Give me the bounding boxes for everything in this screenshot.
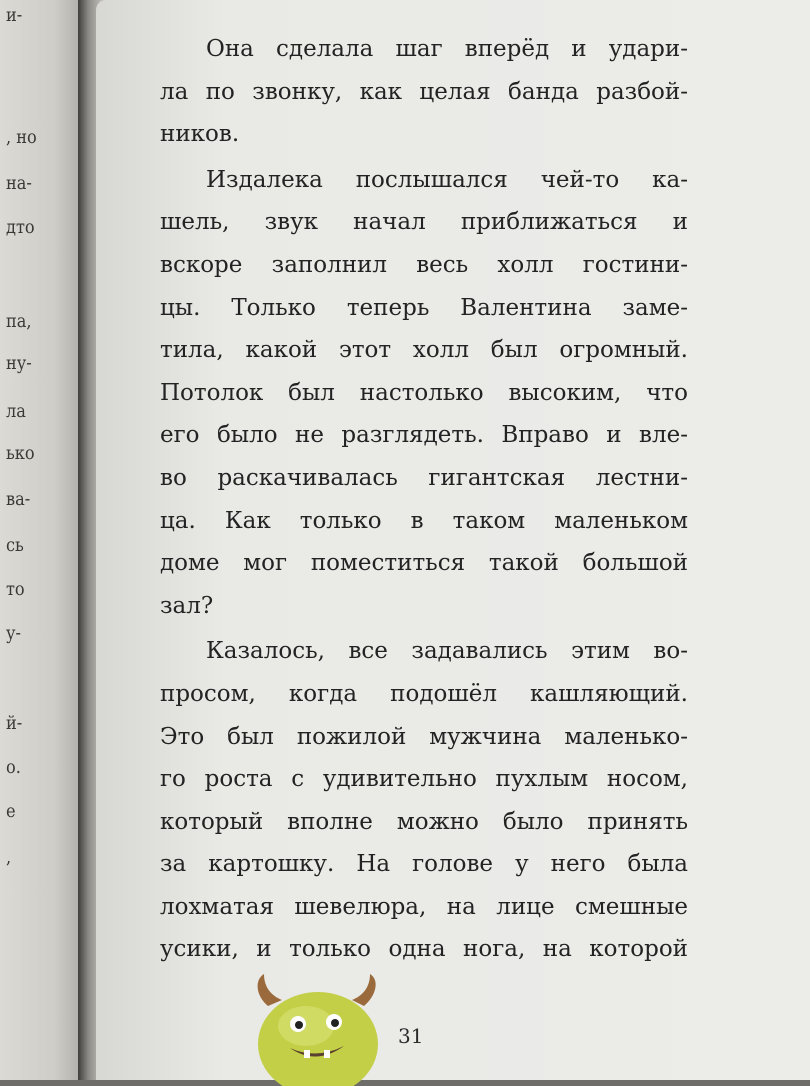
monster-left-pupil xyxy=(295,1021,303,1029)
text-line: его было не разглядеть. Вправо и вле- xyxy=(160,422,688,449)
left-page-fragment: й- xyxy=(6,712,23,734)
text-line: Казалось, все задавались этим во- xyxy=(206,638,688,665)
text-line: за картошку. На голове у него была xyxy=(160,851,688,878)
text-line: ца. Как только в таком маленьком xyxy=(160,507,688,534)
text-line: Это был пожилой мужчина маленько- xyxy=(160,723,688,750)
left-page xyxy=(0,0,78,1080)
text-line: ла по звонку, как целая банда разбой- xyxy=(160,78,688,105)
text-line: ников. xyxy=(160,121,240,148)
text-line: во раскачивалась гигантская лестни- xyxy=(160,464,688,491)
monster-tooth xyxy=(304,1050,310,1058)
text-line: шель, звук начал приближаться и xyxy=(160,209,688,236)
text-line: Она сделала шаг вперёд и удари- xyxy=(206,36,688,62)
left-page-fragment: дто xyxy=(6,216,35,238)
body-text xyxy=(160,28,688,971)
text-line: цы. Только теперь Валентина заме- xyxy=(160,294,688,321)
left-page-fragment: е xyxy=(6,800,16,822)
left-page-fragment: , xyxy=(6,846,12,868)
left-page-fragment: сь xyxy=(6,534,24,556)
left-page-fragment: ла xyxy=(6,400,26,422)
left-page-fragment: ну- xyxy=(6,352,32,374)
text-line: го роста с удивительно пухлым носом, xyxy=(160,766,688,793)
text-line: лохматая шевелюра, на лице смешные xyxy=(160,893,688,920)
monster-right-pupil xyxy=(331,1019,339,1027)
monster-highlight xyxy=(278,1006,334,1046)
text-line: усики, и только одна нога, на которой xyxy=(160,936,688,963)
left-page-fragment: то xyxy=(6,578,25,600)
text-line: доме мог поместиться такой большой xyxy=(160,550,688,577)
text-line: тила, какой этот холл был огромный. xyxy=(160,337,688,364)
left-page-fragment: на- xyxy=(6,172,32,194)
monster-tooth xyxy=(324,1050,330,1058)
text-line: Издалека послышался чей-то ка- xyxy=(206,166,688,193)
left-page-fragment: у- xyxy=(6,622,21,644)
left-page-fragment: па, xyxy=(6,310,32,332)
left-page-fragment: и- xyxy=(6,4,23,26)
monster-left-horn xyxy=(258,974,282,1006)
text-line: вскоре заполнил весь холл гостини- xyxy=(160,251,688,278)
text-line: просом, когда подошёл кашляющий. xyxy=(160,680,688,707)
left-page-fragment: ва- xyxy=(6,488,31,510)
monster-right-horn xyxy=(352,974,376,1006)
monster-illustration xyxy=(246,966,396,1086)
page-number: 31 xyxy=(398,1024,424,1048)
left-page-fragment: о. xyxy=(6,756,21,778)
text-line: зал? xyxy=(160,592,214,619)
left-page-fragment: , но xyxy=(6,126,37,148)
text-line: который вполне можно было принять xyxy=(160,808,688,835)
text-line: Потолок был настолько высоким, что xyxy=(160,379,688,406)
left-page-fragment: ько xyxy=(6,442,35,464)
